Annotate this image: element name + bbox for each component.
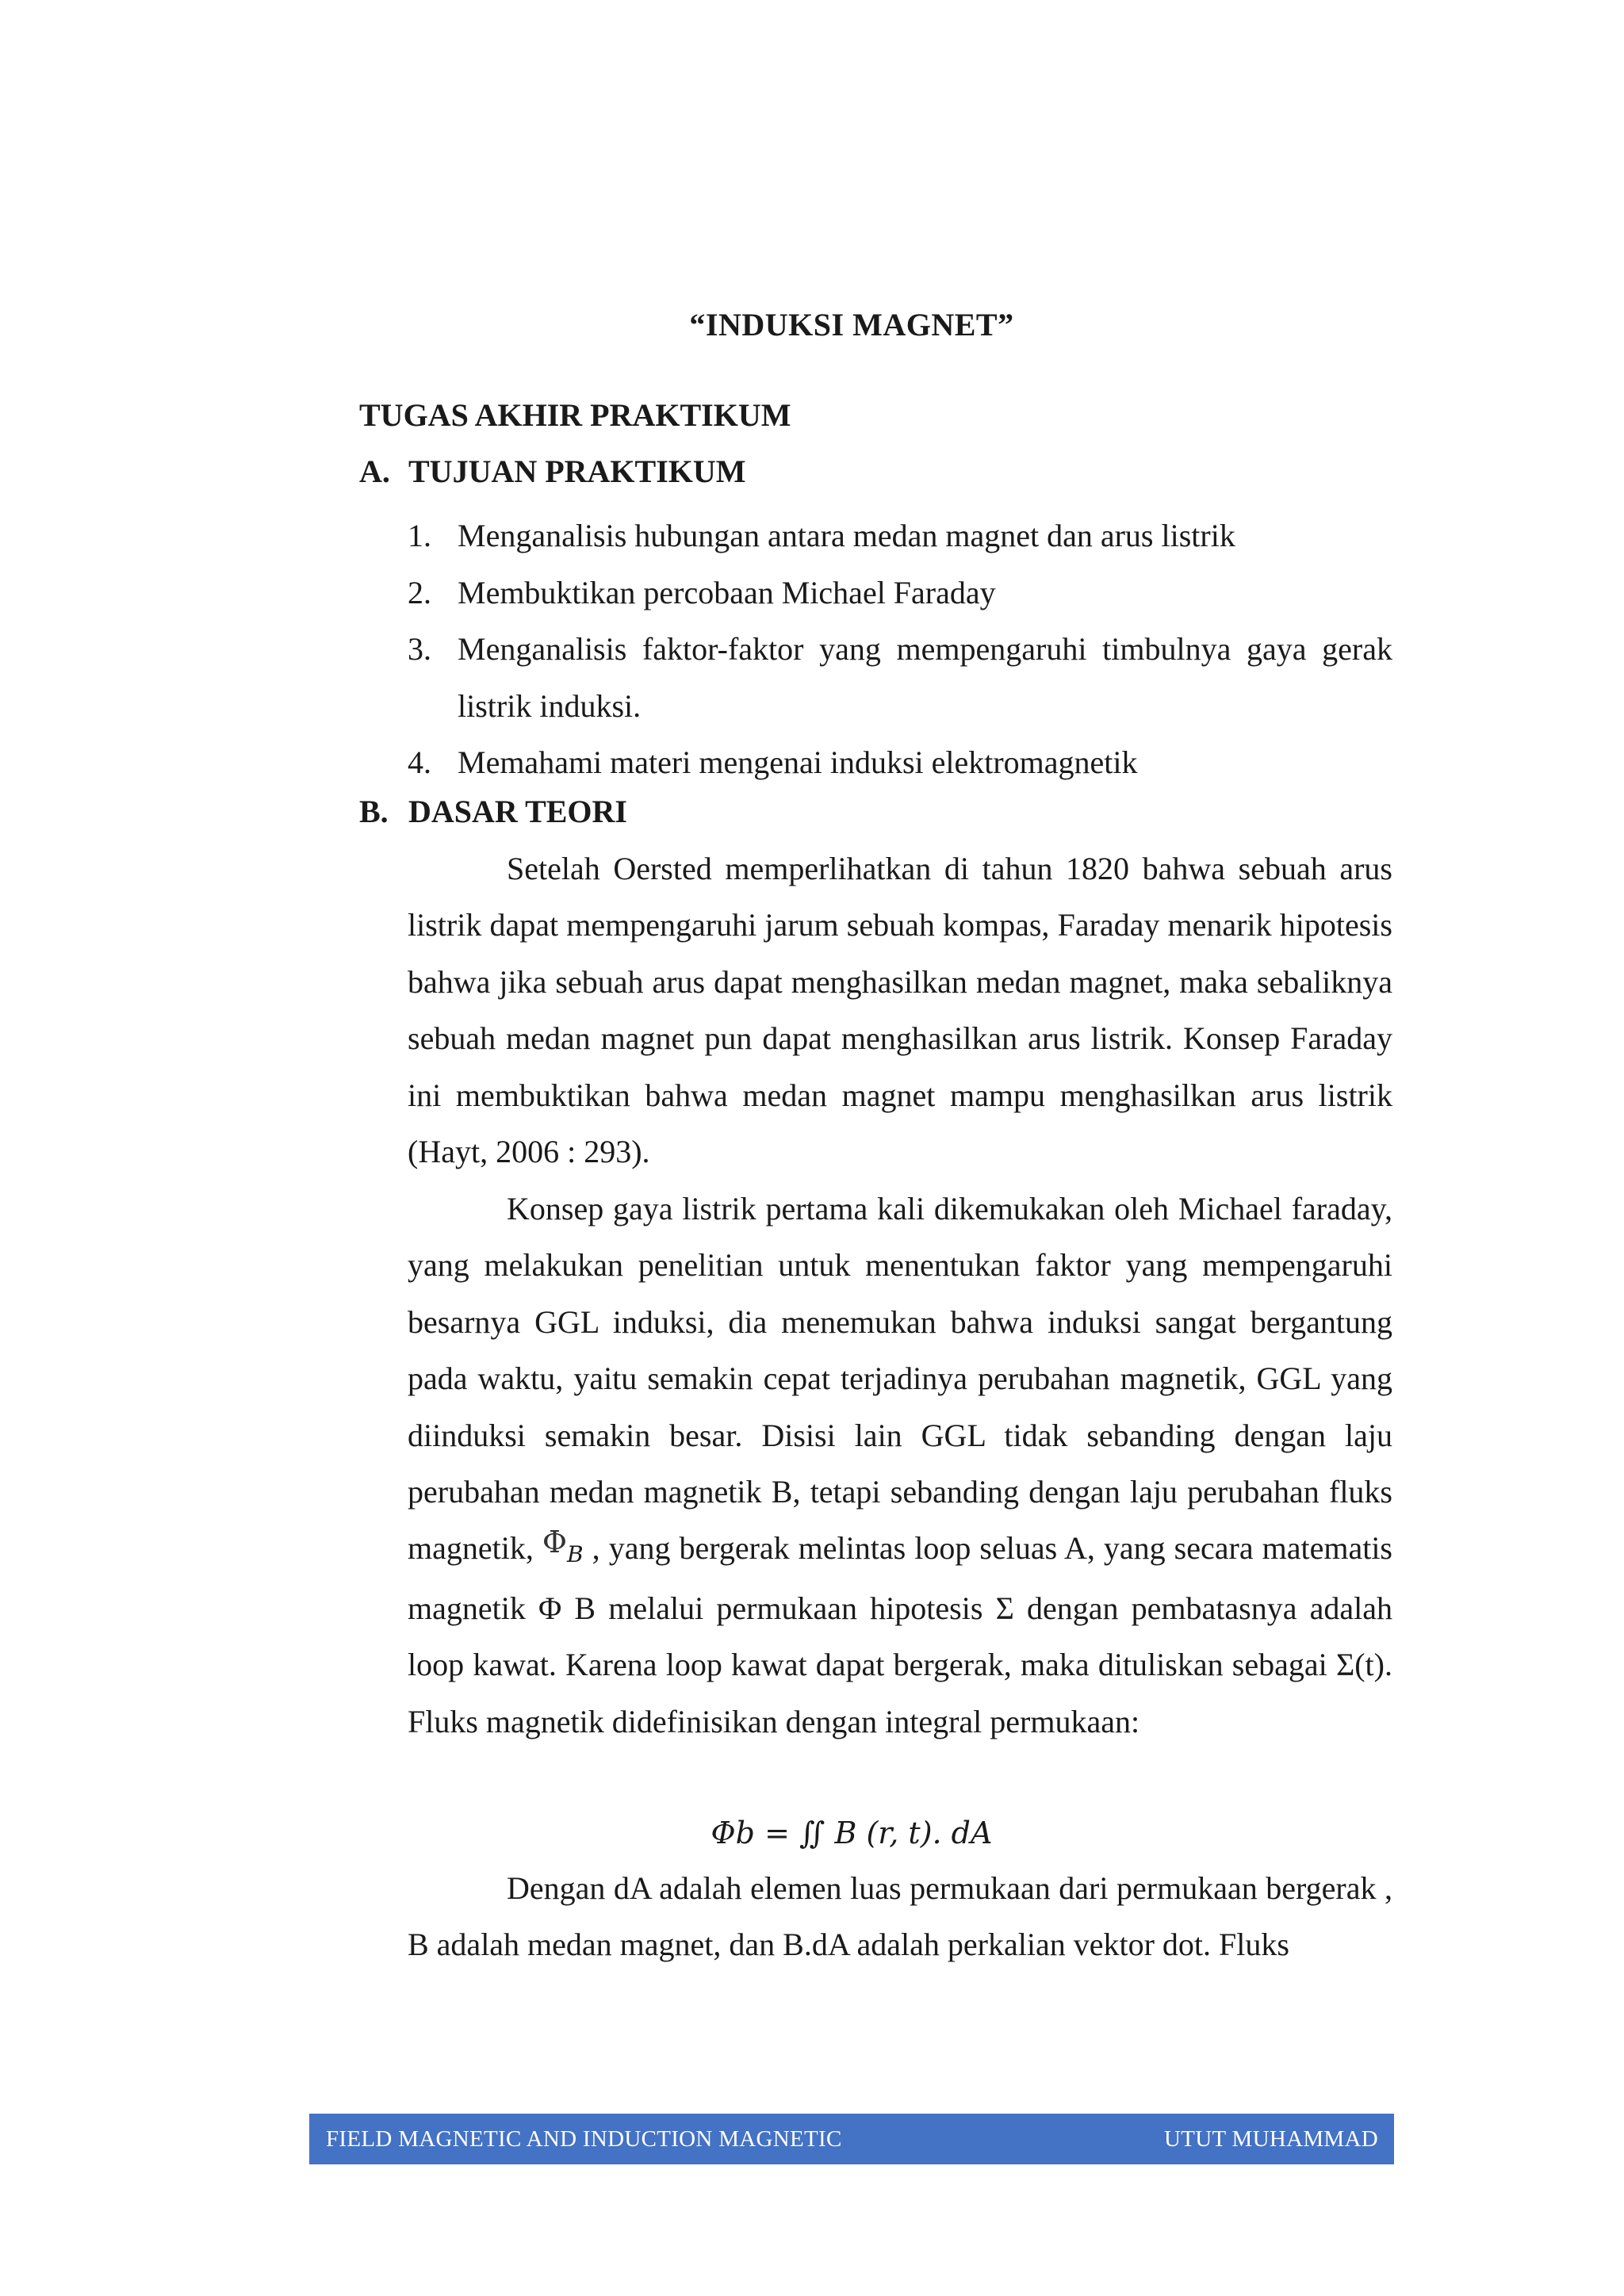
aim-item bbox=[408, 621, 1392, 734]
aim-number: 2. bbox=[408, 574, 431, 610]
aim-text: Menganalisis faktor-faktor yang mempengaruhi timbulnya gaya gerak listrik induksi. bbox=[458, 631, 1392, 724]
main-heading: TUGAS AKHIR PRAKTIKUM bbox=[359, 397, 791, 433]
aim-number: 1. bbox=[408, 518, 431, 553]
footer-course-title: FIELD MAGNETIC AND INDUCTION MAGNETIC bbox=[326, 2126, 842, 2152]
flux-formula: Φb = ∬ B (r, t). dA bbox=[710, 1816, 993, 1850]
section-b-label: DASAR TEORI bbox=[408, 794, 627, 829]
aim-number: 3. bbox=[408, 631, 431, 667]
footer-author: UTUT MUHAMMAD bbox=[1163, 2126, 1378, 2152]
flux-subscript: B bbox=[567, 1541, 584, 1568]
theory-paragraph-3 bbox=[408, 1860, 1392, 1973]
page-footer bbox=[309, 2114, 1394, 2164]
paragraph-3-text: Dengan dA adalah elemen luas permukaan dari permukaan bergerak , B adalah medan magnet, dan B.dA adalah perkalian vektor dot. Fluks bbox=[408, 1870, 1392, 1963]
document-title: “INDUKSI MAGNET” bbox=[689, 307, 1014, 342]
flux-symbol: Φ bbox=[542, 1525, 568, 1560]
section-a-heading bbox=[359, 453, 746, 490]
section-a-label: TUJUAN PRAKTIKUM bbox=[408, 453, 746, 489]
theory-paragraph-1 bbox=[408, 840, 1392, 1180]
aim-text: Membuktikan percobaan Michael Faraday bbox=[458, 574, 996, 610]
paragraph-2-text-before: Konsep gaya listrik pertama kali dikemukakan oleh Michael faraday, yang melakukan penelitian untuk menentukan faktor yang mempengaruhi besarnya GGL induksi, dia menemukan bahwa induksi sangat bergantung pada waktu, yaitu semakin cepat terjadinya perubahan magnetik, GGL yang diinduksi semakin besar. Disisi lain GGL tidak sebanding dengan laju perubahan medan magnetik B, tetapi sebanding dengan laju perubahan fluks magnetik, bbox=[408, 1191, 1392, 1567]
paragraph-1-text: Setelah Oersted memperlihatkan di tahun 1820 bahwa sebuah arus listrik dapat mempengaruhi jarum sebuah kompas, Faraday menarik hipotesis bahwa jika sebuah arus dapat menghasilkan medan magnet, maka sebaliknya sebuah medan magnet pun dapat menghasilkan arus listrik. Konsep Faraday ini membuktikan bahwa medan magnet mampu menghasilkan arus listrik (Hayt, 2006 : 293). bbox=[408, 851, 1392, 1170]
aim-text: Memahami materi mengenai induksi elektromagnetik bbox=[458, 744, 1138, 780]
section-b-heading bbox=[359, 793, 627, 830]
aim-number: 4. bbox=[408, 744, 431, 780]
section-a-letter: A. bbox=[359, 453, 390, 489]
aim-text: Menganalisis hubungan antara medan magnet dan arus listrik bbox=[458, 518, 1235, 553]
aim-item bbox=[408, 734, 1392, 791]
theory-paragraph-2 bbox=[408, 1181, 1392, 1750]
aim-item bbox=[408, 564, 1392, 622]
section-b-letter: B. bbox=[359, 794, 389, 829]
aims-list bbox=[408, 507, 1392, 791]
paragraph-2-text-after: , yang bergerak melintas loop seluas A, yang secara matematis magnetik Φ B melalui permukaan hipotesis Σ dengan pembatasnya adalah loop kawat. Karena loop kawat dapat bergerak, maka dituliskan sebagai Σ(t). Fluks magnetik didefinisikan dengan integral permukaan: bbox=[408, 1530, 1392, 1739]
aim-item bbox=[408, 507, 1392, 564]
